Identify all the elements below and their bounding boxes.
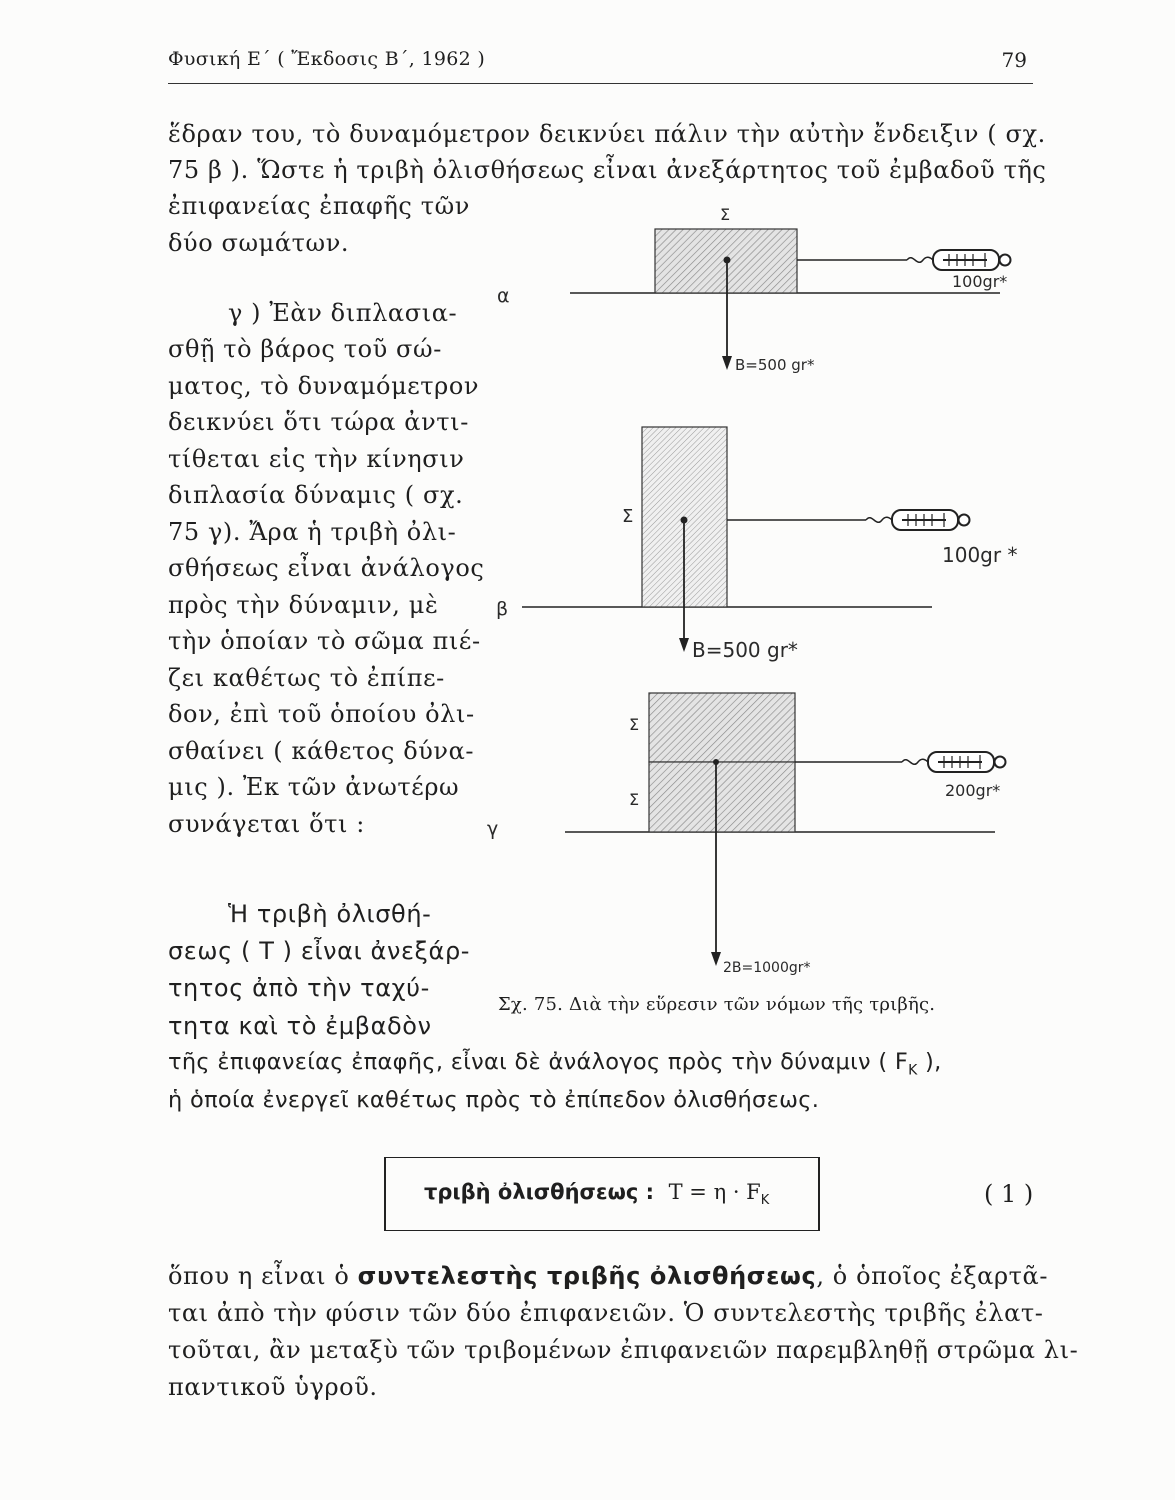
left-column-line: διπλασία δύναμις ( σχ. bbox=[168, 481, 464, 509]
figure-caption: Σχ. 75. Διὰ τὴν εὕρεσιν τῶν νόμων τῆς τριβῆς. bbox=[498, 994, 936, 1015]
panel-a-body-label: Σ bbox=[720, 205, 731, 224]
bottom-text-post: , ὁ ὁποῖος ἐξαρτᾶ- bbox=[816, 1262, 1049, 1290]
bottom-paragraph-line: τοῦται, ἂν μεταξὺ τῶν τριβομένων ἐπιφανειῶν παρεμβληθῇ στρῶμα λι- bbox=[168, 1336, 1079, 1364]
top-paragraph-line: ἐπιφανείας ἐπαφῆς τῶν bbox=[168, 192, 470, 220]
formula bbox=[424, 1180, 769, 1208]
panel-c-reading: 200gr* bbox=[945, 781, 1001, 800]
panel-c-label: γ bbox=[487, 818, 499, 840]
law-line: Ἡ τριβὴ ὀλισθή- bbox=[228, 900, 432, 928]
bottom-paragraph-line: ται ἀπὸ τὴν φύσιν τῶν δύο ἐπιφανειῶν. Ὁ συντελεστὴς τριβῆς ἐλατ- bbox=[168, 1299, 1044, 1327]
left-column-line: σθήσεως εἶναι ἀνάλογος bbox=[168, 554, 485, 582]
left-column-line: ζει καθέτως τὸ ἐπίπε- bbox=[168, 664, 445, 692]
left-column-line: δον, ἐπὶ τοῦ ὁποίου ὀλι- bbox=[168, 700, 475, 728]
formula-subscript: Κ bbox=[760, 1193, 770, 1209]
panel-b-label: β bbox=[496, 598, 509, 620]
panel-a-label: α bbox=[497, 285, 510, 307]
top-paragraph-line: δύο σωμάτων. bbox=[168, 229, 350, 257]
left-column-line: δεικνύει ὅτι τώρα ἀντι- bbox=[168, 408, 469, 436]
top-paragraph-line: ἕδραν του, τὸ δυναμόμετρον δεικνύει πάλιν τὴν αὐτὴν ἔνδειξιν ( σχ. bbox=[168, 120, 1046, 148]
bottom-paragraph-line: παντικοῦ ὑγροῦ. bbox=[168, 1373, 378, 1401]
panel-c-weight: 2Β=1000gr* bbox=[723, 960, 811, 976]
left-column-line: γ ) Ἐὰν διπλασια- bbox=[228, 299, 458, 327]
panel-b bbox=[522, 427, 970, 652]
left-column-line: τὴν ὁποίαν τὸ σῶμα πιέ- bbox=[168, 627, 481, 655]
dynamometer-icon bbox=[907, 250, 1011, 270]
panel-b-weight: Β=500 gr* bbox=[692, 638, 798, 662]
law-subscript: K bbox=[908, 1062, 918, 1079]
law-line: τητα καὶ τὸ ἐμβαδὸν bbox=[168, 1012, 432, 1040]
arrow-head bbox=[711, 952, 721, 966]
left-column-line: συνάγεται ὅτι : bbox=[168, 810, 365, 838]
bold-term: συντελεστὴς τριβῆς ὀλισθήσεως bbox=[357, 1262, 817, 1290]
dynamometer-icon bbox=[866, 510, 970, 530]
panel-a-weight: Β=500 gr* bbox=[735, 356, 815, 374]
panel-b-body-label: Σ bbox=[622, 506, 634, 527]
block-bottom bbox=[649, 762, 795, 832]
top-paragraph-line: 75 β ). Ὥστε ἡ τριβὴ ὀλισθήσεως εἶναι ἀνεξάρτητος τοῦ ἐμβαδοῦ τῆς bbox=[168, 156, 1047, 184]
arrow-head bbox=[679, 638, 689, 652]
left-column-line: μις ). Ἐκ τῶν ἀνωτέρω bbox=[168, 773, 460, 801]
panel-b-reading: 100gr * bbox=[942, 543, 1018, 567]
panel-c-body-bottom-label: Σ bbox=[629, 790, 640, 809]
left-column-line: τίθεται εἰς τὴν κίνησιν bbox=[168, 445, 465, 473]
formula-box bbox=[384, 1157, 820, 1231]
law-line: σεως ( Τ ) εἶναι ἀνεξάρ- bbox=[168, 937, 471, 965]
formula-expression: Τ = η · F bbox=[668, 1180, 761, 1204]
equation-number: ( 1 ) bbox=[984, 1180, 1034, 1208]
block-top bbox=[649, 693, 795, 762]
left-column-line: 75 γ). Ἄρα ἡ τριβὴ ὀλι- bbox=[168, 518, 457, 546]
law-line-text: τῆς ἐπιφανείας ἐπαφῆς, εἶναι δὲ ἀνάλογος πρὸς τὴν δύναμιν ( F bbox=[168, 1049, 909, 1075]
bottom-text-pre: ὅπου η εἶναι ὁ bbox=[168, 1262, 358, 1290]
dynamometer-icon bbox=[902, 752, 1006, 772]
law-line-close: ), bbox=[917, 1049, 942, 1075]
panel-a bbox=[570, 229, 1011, 370]
law-line: ἡ ὁποία ἐνεργεῖ καθέτως πρὸς τὸ ἐπίπεδον ὀλισθήσεως. bbox=[168, 1087, 820, 1113]
law-line: τητος ἀπὸ τὴν ταχύ- bbox=[168, 974, 430, 1002]
left-column-line: σθῇ τὸ βάρος τοῦ σώ- bbox=[168, 335, 442, 363]
arrow-head bbox=[722, 356, 732, 370]
left-column-line: ματος, τὸ δυναμόμετρον bbox=[168, 372, 480, 400]
bottom-paragraph-line bbox=[168, 1262, 1048, 1290]
left-column-line: πρὸς τὴν δύναμιν, μὲ bbox=[168, 591, 439, 619]
left-column-line: σθαίνει ( κάθετος δύνα- bbox=[168, 737, 475, 765]
header-title: Φυσική Ε΄ ( Ἔκδοσις Β΄, 1962 ) bbox=[168, 48, 486, 70]
formula-label: τριβὴ ὀλισθήσεως : bbox=[424, 1180, 654, 1204]
panel-a-reading: 100gr* bbox=[952, 272, 1008, 291]
page-number: 79 bbox=[1001, 48, 1027, 72]
panel-c-body-top-label: Σ bbox=[629, 715, 640, 734]
